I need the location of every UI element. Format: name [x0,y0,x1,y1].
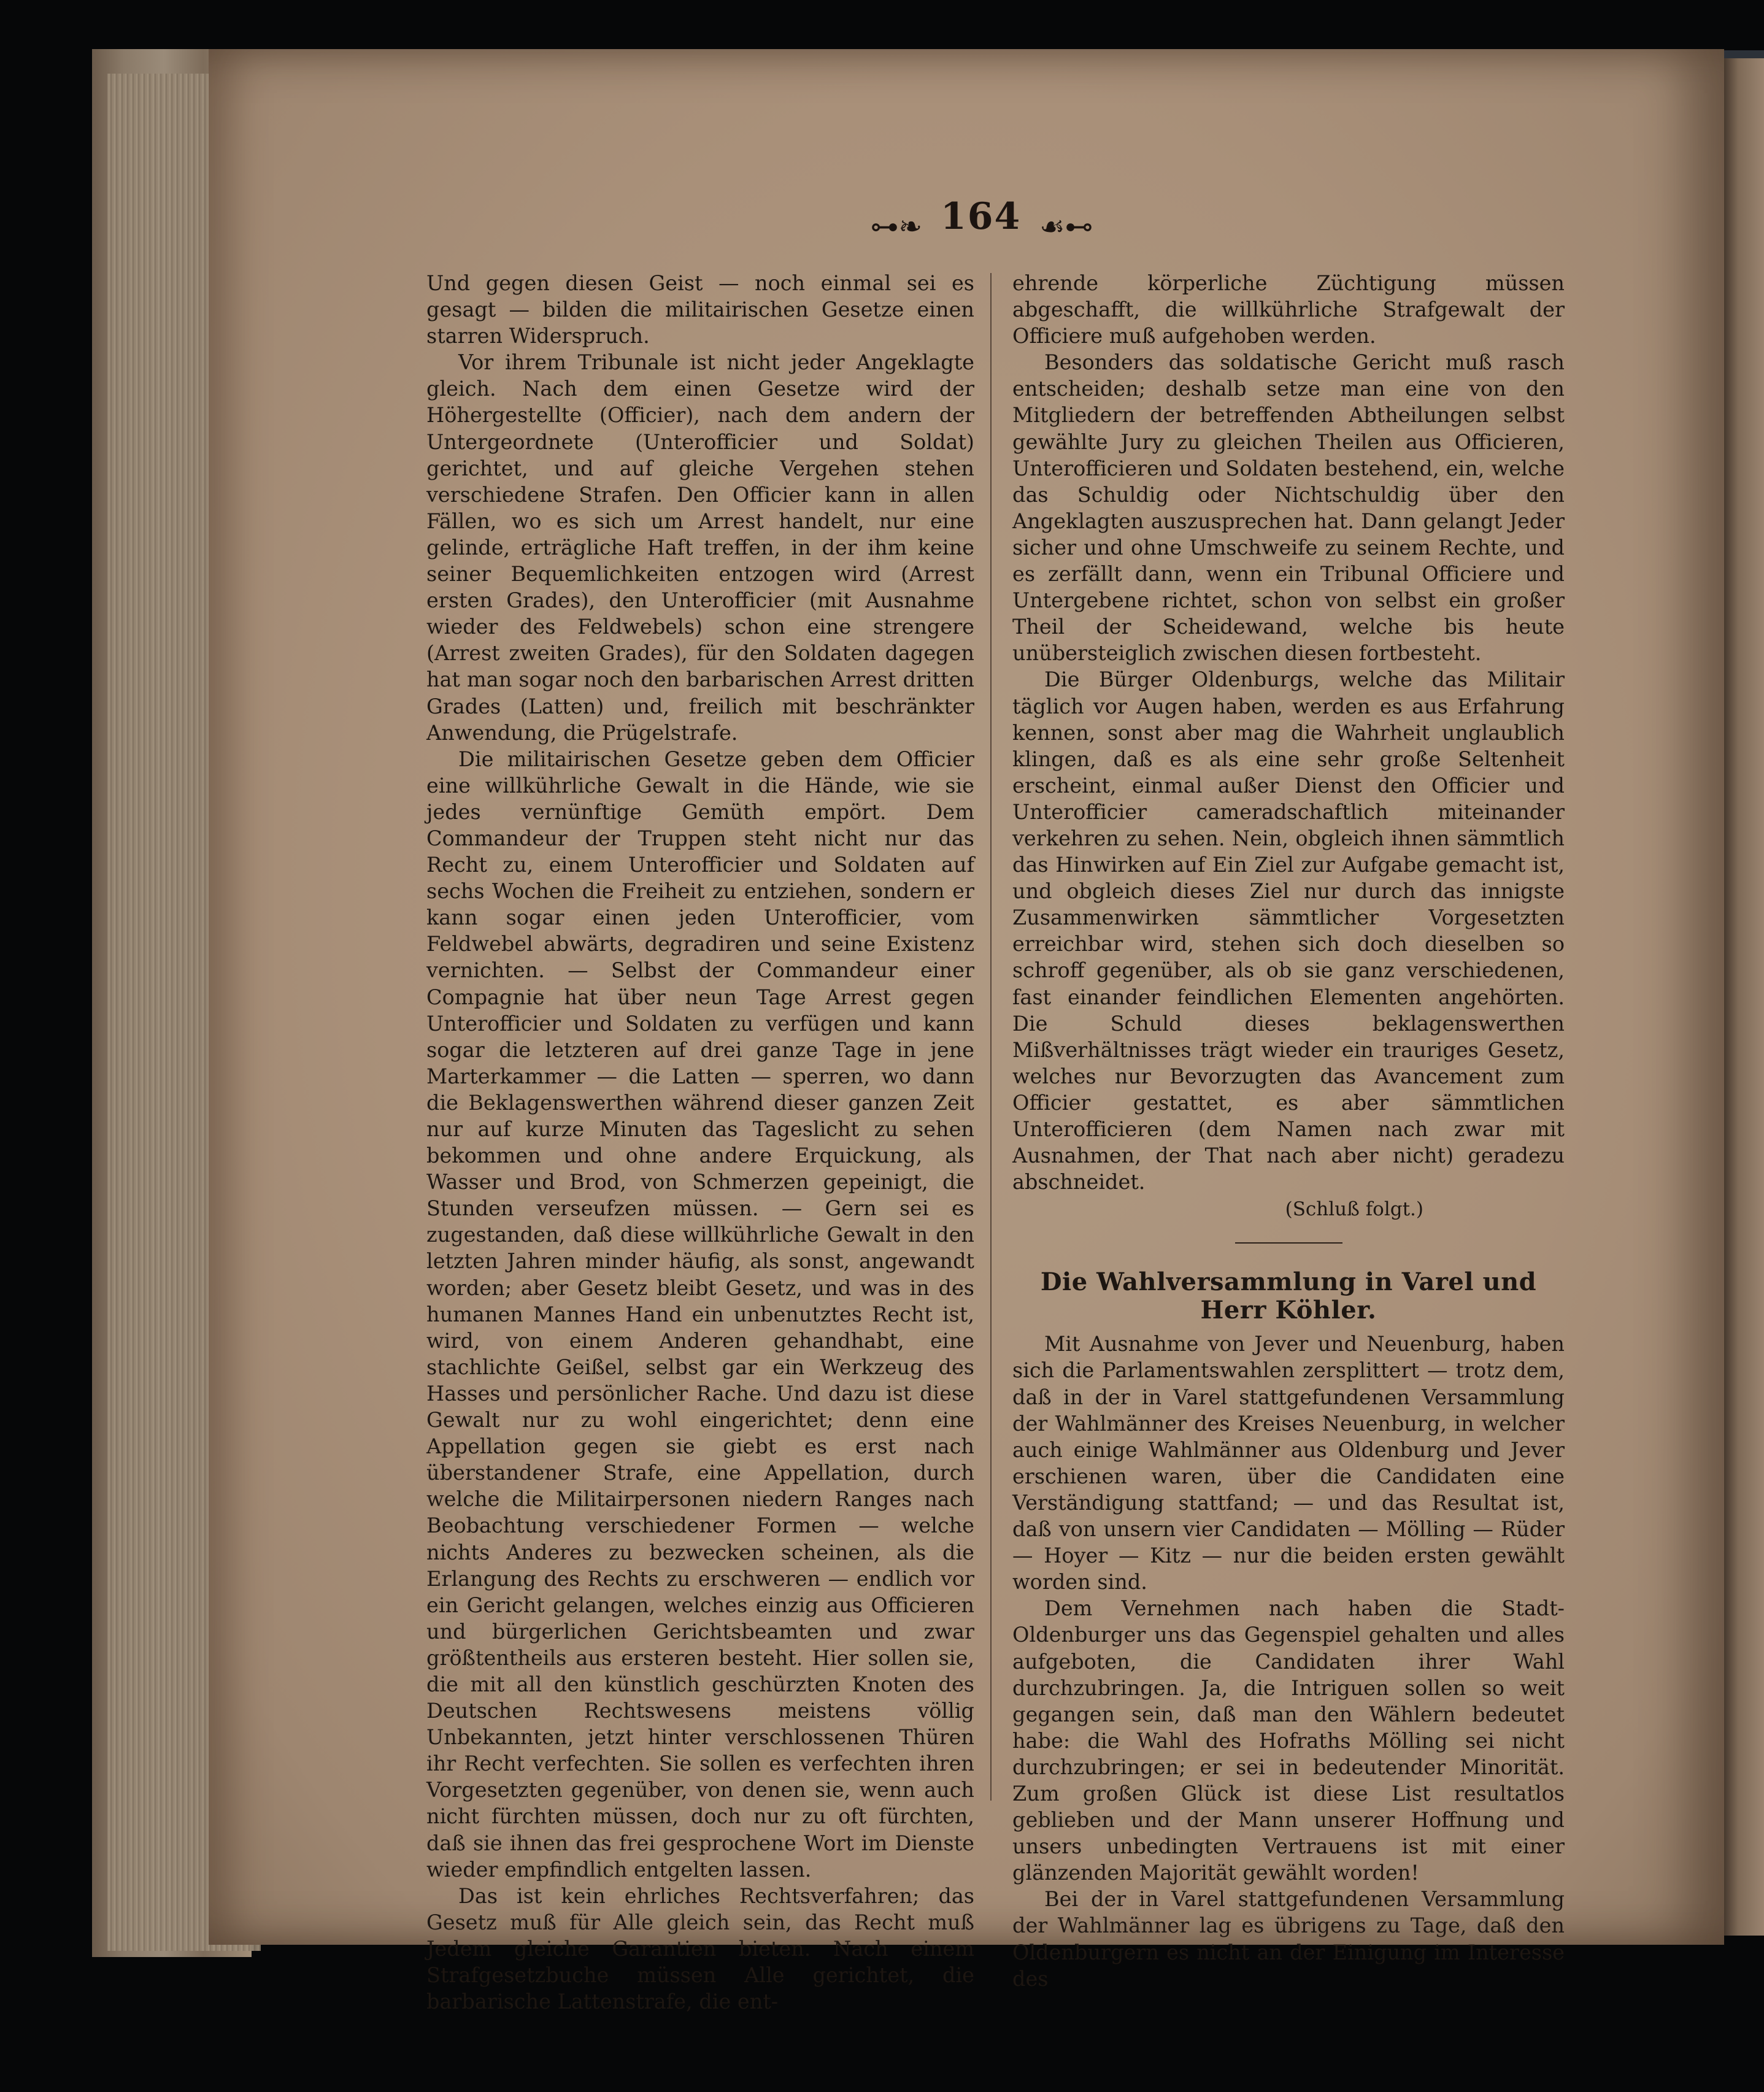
left-column [426,270,974,2015]
section-rule [1235,1242,1342,1244]
column-divider [990,273,992,1801]
paragraph: Vor ihrem Tribunale ist nicht jeder Angeklagte gleich. Nach dem einen Gesetze wird der Höhergestellte (Officier), nach dem andern der Untergeordnete (Unterofficier und Soldat) gerichtet, und auf gleiche Vergehen stehen verschiedene Strafen. Den Officier kann in allen Fällen, wo es sich um Arrest handelt, nur eine gelinde, erträgliche Haft treffen, in der ihm keine seiner Bequemlichkeiten entzogen wird (Arrest ersten Grades), den Unterofficier (mit Ausnahme wieder des Feldwebels) schon eine strengere (Arrest zweiten Grades), für den Soldaten dagegen hat man sogar noch den barbarischen Arrest dritten Grades (Latten) und, freilich mit beschränkter Anwendung, die Prügelstrafe. [426,350,974,745]
paragraph: Mit Ausnahme von Jever und Neuenburg, haben sich die Parlamentswahlen zersplittert — trotz dem, daß in der in Varel stattgefundenen Versammlung der Wahlmänner des Kreises Neuenburg, in welcher auch einige Wahlmänner aus Oldenburg und Jever erschienen waren, über die Candidaten eine Verständigung stattfand; — und das Resultat ist, daß von unsern vier Candidaten — Mölling — Rüder — Hoyer — Kitz — nur die beiden ersten gewählt worden sind. [1012,1332,1565,1594]
paragraph: Das ist kein ehrliches Rechtsverfahren; das Gesetz muß für Alle gleich sein, das Recht muß Jedem gleiche Garantien bieten. Nach einem Strafgesetzbuche müssen Alle gerichtet, die barbarische Lattenstrafe, die ent- [426,1883,974,2014]
paragraph: Bei der in Varel stattgefundenen Versammlung der Wahlmänner lag es übrigens zu Tage, daß den Oldenburgern es nicht an der Einigung im Interesse des [1012,1887,1565,1991]
paragraph: Dem Vernehmen nach haben die Stadt-Oldenburger uns das Gegenspiel gehalten und alles aufgeboten, die Candidaten ihrer Wahl durchzubringen. Ja, die Intriguen sollen so weit gegangen sein, daß man den Wählern bedeutet habe: die Wahl des Hofraths Mölling sei nicht durchzubringen; er sei in bedeutender Minorität. Zum großen Glück ist diese List resultatlos geblieben und der Mann unserer Hoffnung und unsers unbedingten Vertrauens ist mit einer glänzenden Majorität gewählt worden! [1012,1596,1565,1885]
to-be-continued-note: (Schluß folgt.) [1285,1198,1423,1221]
article-title: Die Wahlversammlung in Varel und Herr Köhler. [1040,1267,1537,1325]
paragraph: Die Bürger Oldenburgs, welche das Militair täglich vor Augen haben, werden es aus Erfahrung kennen, sonst aber mag die Wahrheit unglaublich klingen, daß es als eine sehr große Seltenheit erscheint, einmal außer Dienst den Officier und Unterofficier cameradschaftlich miteinander verkehren zu sehen. Nein, obgleich ihnen sämmtlich das Hinwirken auf Ein Ziel zur Aufgabe gemacht ist, und obgleich dieses Ziel nur durch das innigste Zusammenwirken sämmtlicher Vorgesetzten erreichbar wird, stehen sich doch dieselben so schroff gegenüber, als ob sie ganz verschiedenen, fast einander feindlichen Elementen angehörten. Die Schuld dieses beklagenswerthen Mißverhältnisses trägt wieder ein trauriges Gesetz, welches nur Bevorzugten das Avancement zum Officier gestattet, es aber sämmtlichen Unterofficieren (dem Namen nach zwar mit Ausnahmen, der That nach aber nicht) geradezu abschneidet. [1012,667,1565,1194]
paragraph: Und gegen diesen Geist — noch einmal sei es gesagt — bilden die militairischen Gesetze einen starren Widerspruch. [426,271,974,348]
paragraph: Besonders das soldatische Gericht muß rasch entscheiden; deshalb setze man eine von den Mitgliedern der betreffenden Abtheilungen selbst gewählte Jury zu gleichen Theilen aus Officieren, Unterofficieren und Soldaten bestehend, ein, welche das Schuldig oder Nichtschuldig über den Angeklagten auszusprechen hat. Dann gelangt Jeder sicher und ohne Umschweife zu seinem Rechte, und es zerfällt dann, wenn ein Tribunal Officiere und Untergebene richtet, schon von selbst ein großer Theil der Scheidewand, welche bis heute unübersteiglich zwischen diesen fortbesteht. [1012,350,1565,666]
facing-page-edge [1721,58,1764,1936]
paragraph: ehrende körperliche Züchtigung müssen abgeschafft, die willkührliche Strafgewalt der Officiere muß aufgehoben werden. [1012,271,1565,348]
paragraph: Die militairischen Gesetze geben dem Officier eine willkührliche Gewalt in die Hände, wie sie jedes vernünftige Gemüth empört. Dem Commandeur der Truppen steht nicht nur das Recht zu, einem Unterofficier und Soldaten auf sechs Wochen die Freiheit zu entziehen, sondern er kann sogar einen jeden Unterofficier, vom Feldwebel abwärts, degradiren und seine Existenz vernichten. — Selbst der Commandeur einer Compagnie hat über neun Tage Arrest gegen Unterofficier und Soldaten zu verfügen und kann sogar die letzteren auf drei ganze Tage in jene Marterkammer — die Latten — sperren, wo dann die Beklagenswerthen während dieser ganzen Zeit nur auf kurze Minuten das Tageslicht zu sehen bekommen und ohne andere Erquickung, als Wasser und Brod, von Schmerzen gepeinigt, die Stunden verseufzen müssen. — Gern sei es zugestanden, daß diese willkührliche Gewalt in den letzten Jahren minder häufig, als sonst, angewandt worden; aber Gesetz bleibt Gesetz, und was in des humanen Mannes Hand ein unbenutztes Recht ist, wird, von einem Anderen gehandhabt, eine stachlichte Geißel, selbst gar ein Werkzeug des Hasses und persönlicher Rache. Und dazu ist diese Gewalt nur zu wohl eingerichtet; denn eine Appellation gegen sie giebt es erst nach überstandener Strafe, eine Appellation, durch welche die Militairpersonen niedern Ranges nach Beobachtung verschiedener Formen — welche nichts Anderes zu bezwecken scheinen, als die Erlangung des Rechts zu erschweren — endlich vor ein Gericht gelangen, welches einzig aus Officieren und bürgerlichen Gerichtsbeamten und zwar größtentheils aus ersteren besteht. Hier sollen sie, die mit all den künstlich geschürzten Knoten des Deutschen Rechtswesens meistens völlig Unbekannten, jetzt hinter verschlossenen Thüren ihr Recht verfechten. Sie sollen es verfechten ihren Vorgesetzten gegenüber, von denen sie, wenn auch nicht fürchten müssen, doch nur zu oft fürchten, daß sie ihnen das frei gesprochene Wort im Dienste wieder empfindlich entgelten lassen. [426,747,974,1882]
ornament-right-icon: ☙⊷ [1039,210,1093,244]
ornament-left-icon: ⊶❧ [870,210,923,244]
page-number: 164 [941,195,1022,238]
page-header [798,195,1166,250]
right-column [1012,270,1565,1992]
